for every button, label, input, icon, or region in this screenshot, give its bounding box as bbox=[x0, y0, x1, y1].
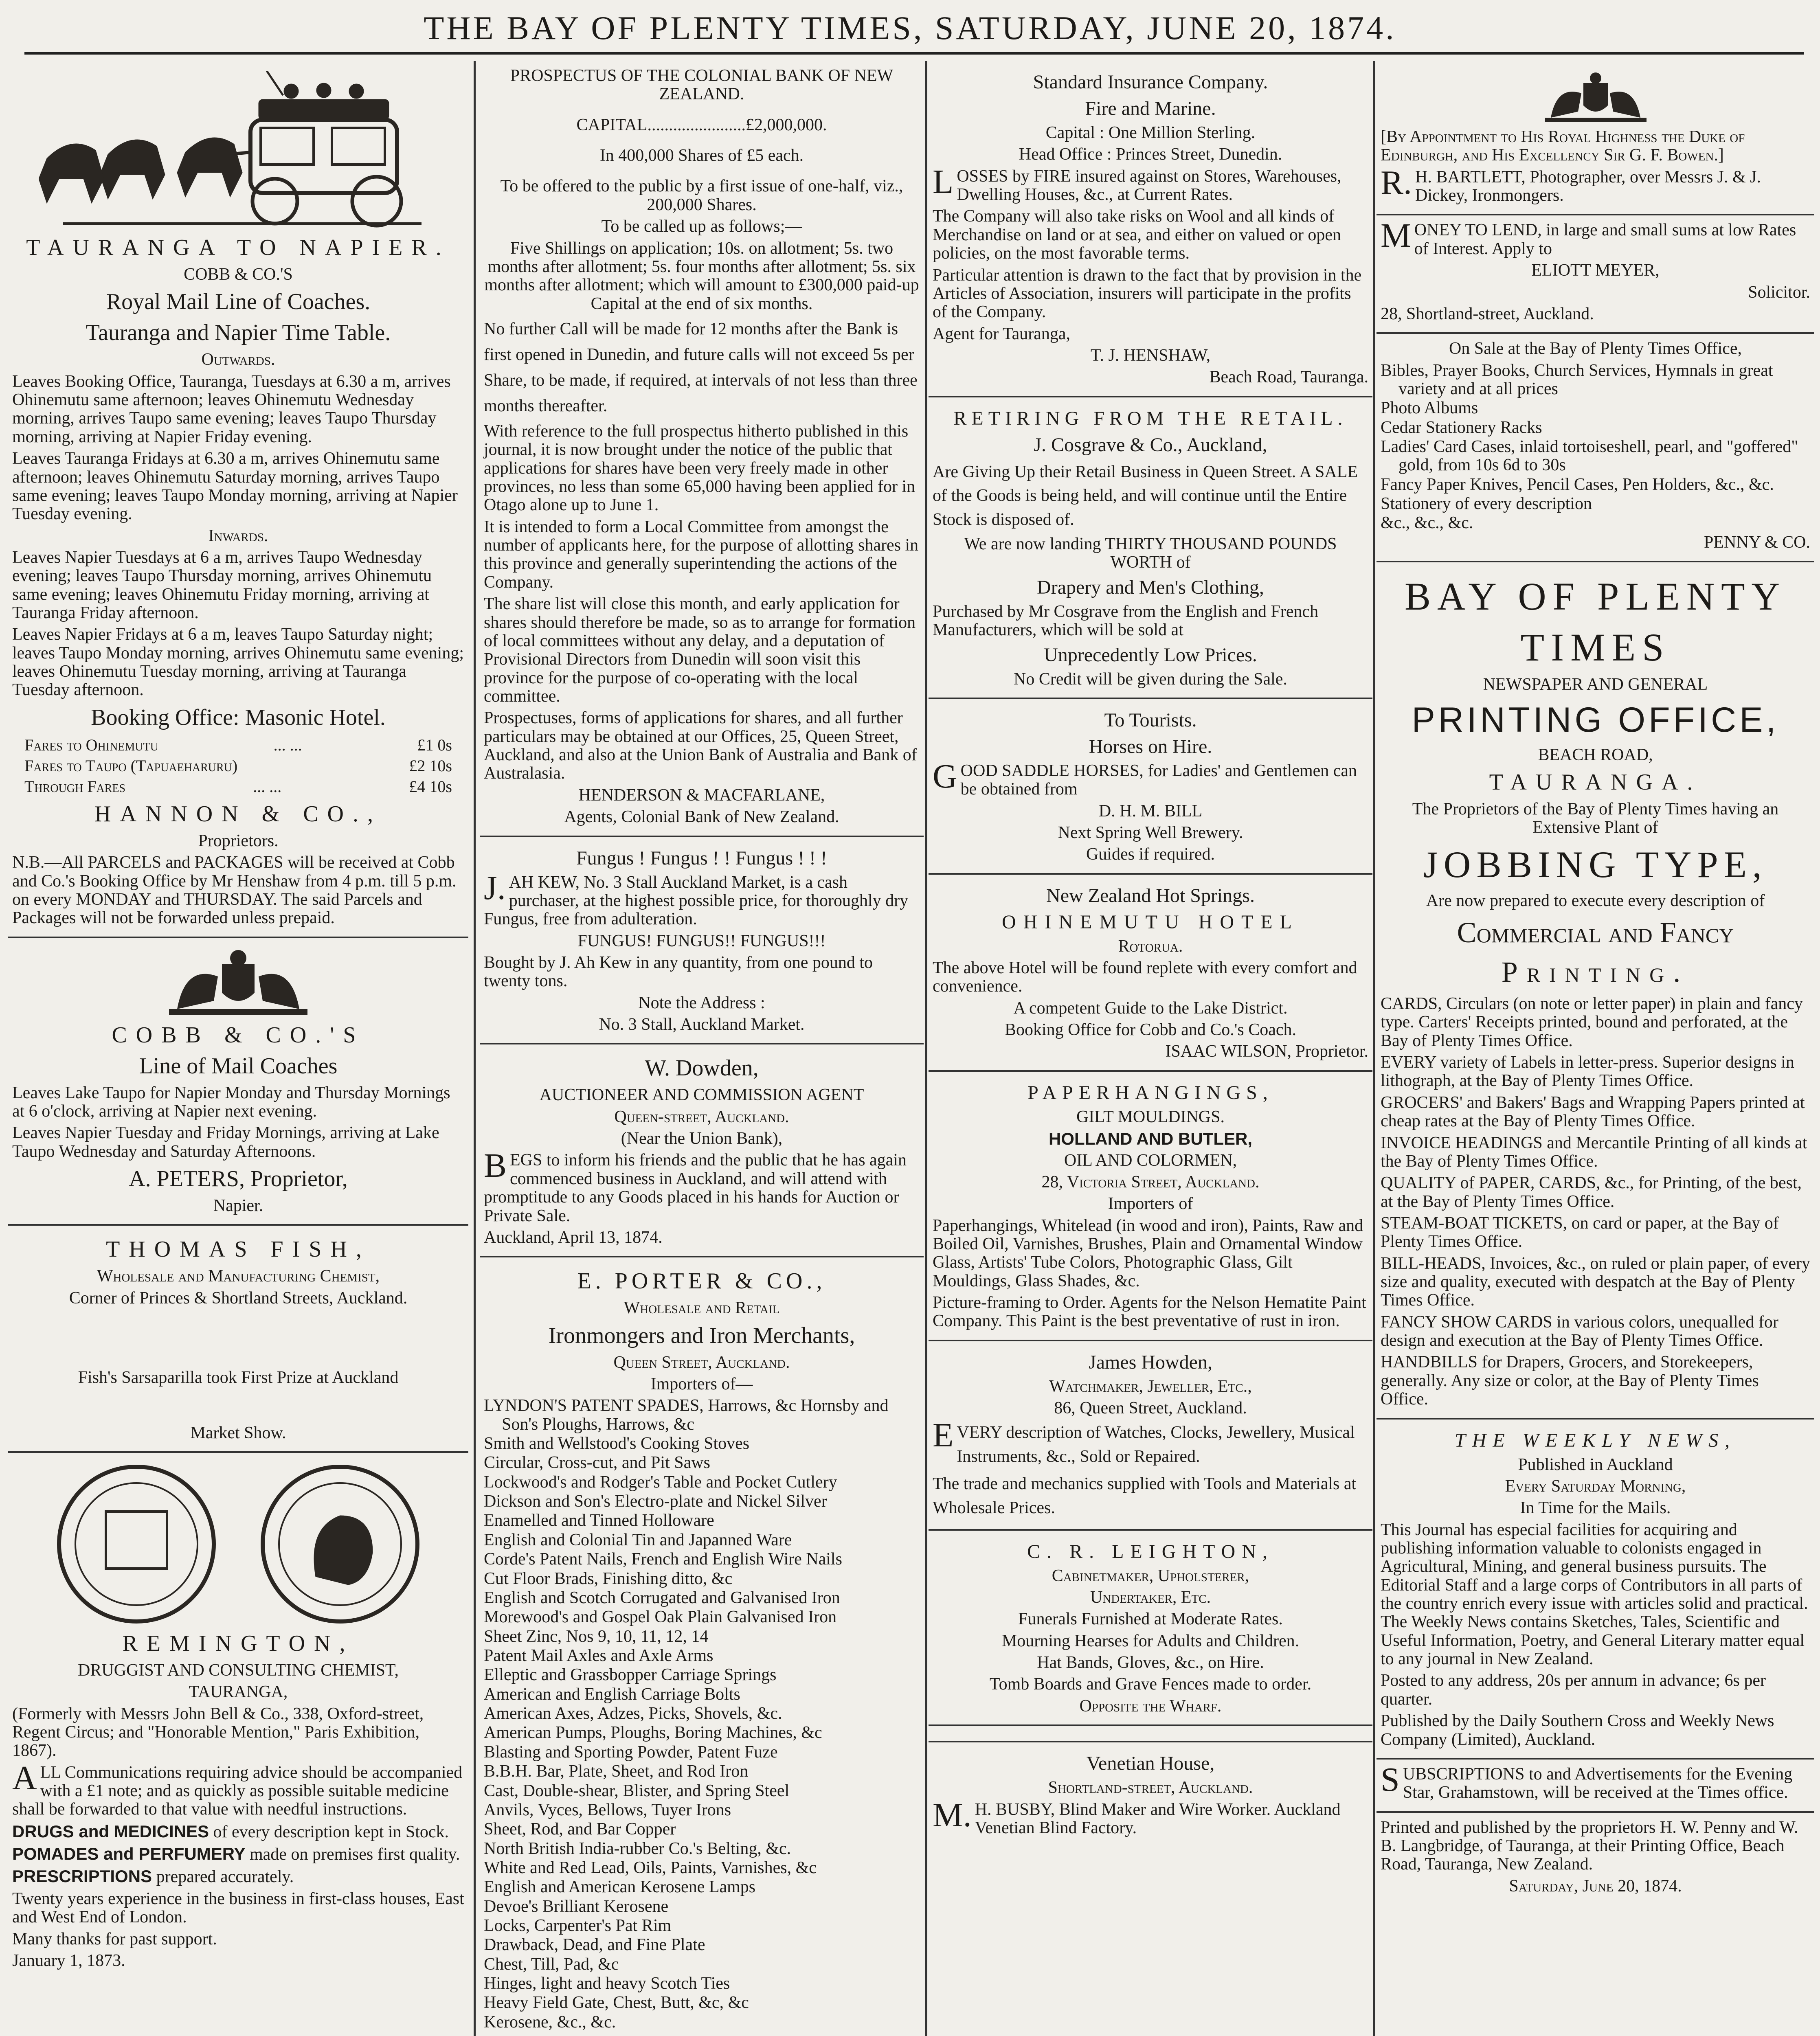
list-item: Locks, Carpenter's Pat Rim bbox=[484, 1916, 672, 1935]
bank-title: PROSPECTUS OF THE COLONIAL BANK OF NEW ZEALAND. bbox=[510, 66, 894, 104]
bartlett-appointment: [By Appointment to His Royal Highness the Duke of Edinburgh, and His Excellency Sir G. F. Bowen.] bbox=[1381, 127, 1745, 165]
bank-paragraph: The share list will close this month, and early application for shares should therefore be made, so as to arrange for formation of local committees without any delay, and a deputation of Provisional Directors from Dunedin will soon visit this province for the purpose of co-operating with the local committee. bbox=[484, 595, 916, 706]
meyer-paragraph: MONEY TO LEND, in large and small sums at low Rates of Interest. Apply to bbox=[1381, 217, 1796, 258]
insurance-agent-address: Beach Road, Tauranga. bbox=[1209, 368, 1368, 387]
remington-paragraph bbox=[12, 1822, 464, 1841]
list-item: LYNDON'S PATENT SPADES, Harrows, &c Hornsby and Son's Ploughs, Harrows, &c bbox=[484, 1396, 889, 1434]
remington-paragraph: ALL Communications requiring advice should be accompanied with a £1 note; and as quickly as possible suitable medicine shall be forwarded to that value with needful instructions. bbox=[12, 1759, 463, 1819]
list-item: American Axes, Adzes, Picks, Shovels, &c. bbox=[484, 1704, 782, 1723]
timetable-title: Tauranga and Napier Time Table. bbox=[86, 320, 391, 346]
leighton-trade: Undertaker, Etc. bbox=[1090, 1588, 1211, 1607]
sale-item-list bbox=[1381, 362, 1810, 533]
times-jobbing: JOBBING TYPE, bbox=[1423, 843, 1767, 885]
venetian-advertisement bbox=[929, 1742, 1372, 1846]
hotel-paragraph: A competent Guide to the Lake District. bbox=[1013, 998, 1288, 1018]
column-rule bbox=[474, 61, 476, 2036]
list-item: Chest, Till, Pad, &c bbox=[484, 1955, 619, 1974]
coach-nb: N.B.—All PARCELS and PACKAGES will be received at Cobb and Co.'s Booking Office by Mr Henshaw from 4 p.m. till 5 p.m. on every MONDAY and THURSDAY. The said Parcels and Packages will not be forwarded unless prepaid. bbox=[12, 853, 457, 928]
royal-arms-illustration bbox=[153, 948, 324, 1017]
list-item: Devoe's Brilliant Kerosene bbox=[484, 1897, 669, 1916]
porter-advertisement bbox=[480, 1257, 924, 2036]
times-title: TIMES bbox=[1520, 625, 1671, 669]
list-item: Bibles, Prayer Books, Church Services, Hymnals in great variety and at all prices bbox=[1381, 361, 1773, 398]
times-printing2: Printing. bbox=[1501, 955, 1690, 988]
cosgrave-name: J. Cosgrave & Co., Auckland, bbox=[1034, 434, 1267, 456]
venetian-paragraph: M.H. BUSBY, Blind Maker and Wire Worker. Auckland Venetian Blind Factory. bbox=[933, 1796, 1341, 1837]
list-item: Enamelled and Tinned Holloware bbox=[484, 1511, 714, 1530]
list-item: Dickson and Son's Electro-plate and Nickel Silver bbox=[484, 1492, 827, 1511]
insurance-office: Head Office : Princes Street, Dunedin. bbox=[1019, 145, 1282, 164]
leighton-paragraph: Mourning Hearses for Adults and Children. bbox=[1001, 1631, 1300, 1650]
leighton-trade: Cabinetmaker, Upholsterer, bbox=[1052, 1566, 1249, 1585]
fungus-paragraph: J.AH KEW, No. 3 Stall Auckland Market, is a cash purchaser, at the highest possible price, for thoroughly dry Fungus, free from adulteration. bbox=[484, 869, 909, 929]
leighton-advertisement bbox=[929, 1531, 1372, 1727]
mail-proprietor: A. PETERS, Proprietor, bbox=[129, 1166, 348, 1192]
imprint-date: Saturday, June 20, 1874. bbox=[1509, 1876, 1682, 1896]
masthead bbox=[0, 0, 1820, 61]
leighton-opposite: Opposite the Wharf. bbox=[1079, 1696, 1222, 1716]
list-item: Hinges, light and heavy Scotch Ties bbox=[484, 1974, 730, 1993]
list-item: English and Colonial Tin and Japanned Ware bbox=[484, 1530, 792, 1549]
bank-paragraph: Prospectuses, forms of applications for shares, and all further particulars may be obtained at our Offices, 25, Queen Street, Auckland, and also at the Union Bank of Australia and Bank of Australasia. bbox=[484, 709, 917, 783]
coach-proprietor: HANNON & CO., bbox=[94, 801, 382, 827]
tourist-address: Next Spring Well Brewery. bbox=[1058, 823, 1243, 842]
column-1 bbox=[8, 61, 468, 2036]
bank-agents: Agents, Colonial Bank of New Zealand. bbox=[564, 807, 839, 827]
times-item: GROCERS' and Bakers' Bags and Wrapping Papers printed at cheap rates at the Bay of Plenty Times Office. bbox=[1381, 1093, 1805, 1131]
paper-firm: HOLLAND AND BUTLER, bbox=[1048, 1129, 1253, 1149]
remington-name: REMINGTON, bbox=[122, 1630, 354, 1656]
list-item: Anvils, Vyces, Bellows, Tuyer Irons bbox=[484, 1800, 731, 1819]
remington-trade: DRUGGIST AND CONSULTING CHEMIST, bbox=[78, 1661, 399, 1680]
porter-importers: Importers of— bbox=[650, 1374, 753, 1393]
bank-paragraph: With reference to the full prospectus hitherto published in this journal, it is now brought under the notice of the public that applications for shares have been very freely made in other provinces, no less than some 65,000 having been applied for in Otago alone up to June 1. bbox=[484, 421, 915, 515]
list-item: Fancy Paper Knives, Pencil Cases, Pen Holders, &c., &c. bbox=[1381, 475, 1774, 494]
howden-address: 86, Queen Street, Auckland. bbox=[1054, 1399, 1247, 1418]
list-item: Stationery of every description bbox=[1381, 494, 1592, 513]
cosgrave-paragraph: Purchased by Mr Cosgrave from the English and French Manufacturers, which will be sold at bbox=[933, 602, 1319, 640]
howden-paragraph: The trade and mechanics supplied with Tools and Materials at Wholesale Prices. bbox=[933, 1474, 1357, 1517]
insurance-sub: Fire and Marine. bbox=[1085, 98, 1216, 119]
paper-importers: Importers of bbox=[1108, 1194, 1193, 1213]
bank-offer: To be offered to the public by a first issue of one-half, viz., 200,000 Shares. bbox=[500, 177, 903, 214]
fare-price: £2 10s bbox=[409, 756, 452, 775]
list-item: Kerosene, &c., &c. bbox=[484, 2012, 616, 2032]
bank-paragraph: It is intended to form a Local Committee from amongst the number of applicants here, for the purpose of allotting shares in this province and generally superintending the actions of the Company. bbox=[484, 517, 919, 592]
porter-item-list bbox=[484, 1397, 920, 2032]
outwards-paragraph: Leaves Booking Office, Tauranga, Tuesdays at 6.30 a m, arrives Ohinemutu same afternoon; leaves Ohinemutu Wednesday morning, arrives Taupo same evening; leaves Taupo Thursday morning, arriving at Napier Friday evening. bbox=[12, 372, 451, 446]
dowden-paragraph: BEGS to inform his friends and the public that he has again commenced business in Auckland, and will attend with promptitude to any Goods placed in his hands for Auction or Private Sale. bbox=[484, 1147, 907, 1225]
list-item: English and Scotch Corrugated and Galvanised Iron bbox=[484, 1588, 840, 1607]
times-item: EVERY variety of Labels in letter-press. Superior designs in lithograph, at the Bay of Plenty Times Office. bbox=[1381, 1053, 1794, 1090]
times-title: BAY OF PLENTY bbox=[1405, 575, 1786, 619]
paper-paragraph: Paperhangings, Whitelead (in wood and iron), Paints, Raw and Boiled Oil, Varnishes, Brushes, Plain and Ornamental Window Glass, Artists' Tube Colors, Photographic Glass, Gilt Mouldings, Glass Shades, &c. bbox=[933, 1216, 1363, 1290]
hotel-place: Rotorua. bbox=[1118, 937, 1183, 956]
dowden-street: Queen-street, Auckland. bbox=[614, 1107, 789, 1126]
venetian-address: Shortland-street, Auckland. bbox=[1048, 1778, 1253, 1797]
bank-capital: CAPITAL.......................£2,000,000. bbox=[576, 115, 827, 134]
howden-name: James Howden, bbox=[1089, 1351, 1212, 1373]
column-2 bbox=[480, 61, 924, 2036]
times-item: BILL-HEADS, Invoices, &c., on ruled or plain paper, of every size and quality, executed with despatch at the Bay of Plenty Times Office. bbox=[1381, 1254, 1811, 1310]
remington-place: TAURANGA, bbox=[189, 1683, 288, 1702]
times-item: STEAM-BOAT TICKETS, on card or paper, at the Bay of Plenty Times Office. bbox=[1381, 1213, 1779, 1251]
column-3 bbox=[929, 61, 1372, 2036]
mail-company: COBB & CO.'S bbox=[112, 1022, 365, 1048]
insurance-capital: Capital : One Million Sterling. bbox=[1045, 123, 1256, 142]
insurance-advertisement bbox=[929, 61, 1372, 397]
list-item: Sheet Zinc, Nos 9, 10, 11, 12, 14 bbox=[484, 1627, 709, 1646]
meyer-role: Solicitor. bbox=[1748, 283, 1810, 302]
howden-paragraph: EVERY description of Watches, Clocks, Jewellery, Musical Instruments, &c., Sold or Repaired. bbox=[933, 1416, 1355, 1466]
bank-advertisement bbox=[480, 61, 924, 837]
fungus-shout: FUNGUS! FUNGUS!! FUNGUS!!! bbox=[577, 931, 826, 950]
weekly-paragraph: This Journal has especial facilities for acquiring and publishing information valuable to colonists engaged in Agricultural, Mining, and general business pursuits. The Editorial Staff and a large corps of Contributors in all parts of the country enrich every issue with articles solid and practical. The Weekly News contains Sketches, Tales, Scientific and Useful Information, Poetry, and General Literary matter equal to any journal in New Zealand. bbox=[1381, 1520, 1808, 1669]
inwards-paragraph: Leaves Napier Tuesdays at 6 a m, arrives Taupo Wednesday evening; leaves Taupo Thursday morning, arrives Ohinemutu same evening; leaves Ohinemutu Friday morning, arriving at Tauranga Friday afternoon. bbox=[12, 548, 432, 623]
list-item: Morewood's and Gospel Oak Plain Galvanised Iron bbox=[484, 1608, 837, 1627]
cosgrave-paragraph: No Credit will be given during the Sale. bbox=[1014, 669, 1287, 689]
remington-bold: POMADES and PERFUMERY bbox=[12, 1844, 246, 1864]
cuckset-advertisement bbox=[929, 1726, 1372, 1742]
tourist-sub: Horses on Hire. bbox=[1089, 735, 1212, 757]
times-printing: PRINTING OFFICE, bbox=[1412, 700, 1779, 739]
fish-paragraph: Fish's Sarsaparilla took First Prize at Auckland bbox=[78, 1368, 399, 1387]
bartlett-paragraph: R.H. BARTLETT, Photographer, over Messrs J. & J. Dickey, Ironmongers. bbox=[1381, 163, 1761, 205]
remington-text: of every description kept in Stock. bbox=[209, 1822, 449, 1841]
subscriptions-paragraph: SUBSCRIPTIONS to and Advertisements for the Evening Star, Grahamstown, will be received at the Times office. bbox=[1381, 1760, 1793, 1802]
cosgrave-title: RETIRING FROM THE RETAIL. bbox=[953, 407, 1348, 429]
list-item: American Pumps, Ploughs, Boring Machines, &c bbox=[484, 1723, 822, 1742]
sale-paragraph: On Sale at the Bay of Plenty Times Office, bbox=[1449, 339, 1742, 358]
coach-advertisement bbox=[8, 61, 468, 938]
mail-coach-advertisement bbox=[8, 938, 468, 1226]
paperhangings-advertisement bbox=[929, 1072, 1372, 1341]
inwards-label: Inwards. bbox=[208, 526, 268, 545]
hotel-name: OHINEMUTU HOTEL bbox=[1002, 911, 1299, 933]
list-item: Cedar Stationery Racks bbox=[1381, 418, 1542, 437]
weekly-mail: In Time for the Mails. bbox=[1520, 1498, 1671, 1518]
fungus-title: Fungus ! Fungus ! ! Fungus ! ! ! bbox=[576, 847, 828, 869]
dowden-date: Auckland, April 13, 1874. bbox=[484, 1228, 663, 1247]
fare-dots: ... ... bbox=[253, 777, 282, 796]
dowden-near: (Near the Union Bank), bbox=[621, 1129, 783, 1148]
prize-medals-illustration bbox=[35, 1463, 442, 1626]
times-item: CARDS, Circulars (on note or letter paper) in plain and fancy type. Carters' Receipts printed, bound and perforated, at the Bay of Plenty Times Office. bbox=[1381, 994, 1803, 1050]
meyer-advertisement bbox=[1377, 215, 1814, 334]
list-item: Cast, Double-shear, Blister, and Spring Steel bbox=[484, 1781, 790, 1800]
insurance-name: Standard Insurance Company. bbox=[1033, 71, 1268, 93]
remington-text: made on premises first quality. bbox=[245, 1845, 460, 1864]
list-item: B.B.H. Bar, Plate, Sheet, and Rod Iron bbox=[484, 1762, 749, 1781]
list-item: Patent Mail Axles and Axle Arms bbox=[484, 1646, 714, 1665]
times-item: INVOICE HEADINGS and Mercantile Printing of all kinds at the Bay of Plenty Times Office. bbox=[1381, 1133, 1807, 1171]
fare-row bbox=[24, 735, 452, 755]
meyer-name: ELIOTT MEYER, bbox=[1531, 261, 1660, 280]
bank-sign: HENDERSON & MACFARLANE, bbox=[578, 785, 825, 805]
hotel-sign: ISAAC WILSON, Proprietor. bbox=[1165, 1042, 1368, 1061]
outwards-label: Outwards. bbox=[201, 350, 275, 369]
weekly-pub: Published in Auckland bbox=[1518, 1455, 1673, 1474]
list-item: Ladies' Card Cases, inlaid tortoiseshell, pearl, and "goffered" gold, from 10s 6d to 30s bbox=[1381, 437, 1798, 475]
list-item: Corde's Patent Nails, French and English Wire Nails bbox=[484, 1550, 842, 1569]
remington-text: prepared accurately. bbox=[152, 1867, 294, 1887]
hotel-paragraph: The above Hotel will be found replete with every comfort and convenience. bbox=[933, 959, 1357, 996]
list-item: Photo Albums bbox=[1381, 399, 1478, 418]
fare-price: £4 10s bbox=[409, 777, 452, 796]
porter-title: Ironmongers and Iron Merchants, bbox=[548, 1323, 855, 1348]
royal-arms-illustration bbox=[1535, 71, 1657, 124]
paper-paragraph: Picture-framing to Order. Agents for the Nelson Hematite Paint Company. This Paint is the best preventative of rust in iron. bbox=[933, 1293, 1366, 1331]
porter-street: Queen Street, Auckland. bbox=[613, 1353, 790, 1372]
masthead-rule bbox=[24, 52, 1804, 55]
cosgrave-advertisement bbox=[929, 397, 1372, 699]
paper-trade: OIL AND COLORMEN, bbox=[1064, 1151, 1237, 1170]
fare-row bbox=[24, 777, 452, 796]
coach-company: COBB & CO.'S bbox=[184, 265, 293, 284]
fare-dots: ... ... bbox=[273, 735, 302, 754]
howden-trade: Watchmaker, Jeweller, Etc., bbox=[1049, 1377, 1252, 1396]
times-place: TAURANGA. bbox=[1489, 769, 1702, 795]
times-paragraph: The Proprietors of the Bay of Plenty Times having an Extensive Plant of bbox=[1412, 799, 1779, 837]
times-road: BEACH ROAD, bbox=[1538, 745, 1653, 764]
fish-name: THOMAS FISH, bbox=[106, 1237, 371, 1262]
paper-address: 28, Victoria Street, Auckland. bbox=[1041, 1172, 1260, 1191]
sale-sign: PENNY & CO. bbox=[1704, 533, 1810, 552]
hotel-advertisement bbox=[929, 875, 1372, 1072]
venetian-title: Venetian House, bbox=[1086, 1753, 1215, 1775]
weekly-paragraph: Posted to any address, 20s per annum in advance; 6s per quarter. bbox=[1381, 1671, 1766, 1709]
outwards-paragraph: Leaves Tauranga Fridays at 6.30 a m, arrives Ohinemutu same afternoon; leaves Ohinemutu Saturday morning, arrives Taupo same evening; leaves Taupo Monday morning, arriving at Napier Tuesday evening. bbox=[12, 449, 458, 524]
bank-terms: Five Shillings on application; 10s. on allotment; 5s. two months after allotment; 5s. four months after allotment; 5s. six months after allotment; which will amount to £300,000 paid-up Capital at the end of six months. bbox=[484, 239, 919, 313]
mail-place: Napier. bbox=[213, 1196, 263, 1215]
list-item: Circular, Cross-cut, and Pit Saws bbox=[484, 1453, 710, 1472]
tourist-advertisement bbox=[929, 699, 1372, 875]
booking-office: Booking Office: Masonic Hotel. bbox=[91, 704, 386, 730]
bank-paragraph: No further Call will be made for 12 months after the Bank is first opened in Dunedin, and future calls will not exceed 5s per Share, to be made, if required, at intervals of not less than three months thereafter. bbox=[484, 319, 918, 415]
dowden-trade: AUCTIONEER AND COMMISSION AGENT bbox=[539, 1086, 864, 1105]
fish-paragraph: Market Show. bbox=[190, 1423, 286, 1442]
insurance-paragraph: LOSSES by FIRE insured against on Stores, Warehouses, Dwelling Houses, &c., at Current Rates. bbox=[933, 162, 1341, 204]
list-item: Heavy Field Gate, Chest, Butt, &c, &c bbox=[484, 1993, 749, 2012]
cosgrave-paragraph: We are now landing THIRTY THOUSAND POUNDS WORTH of bbox=[964, 535, 1337, 572]
mail-paragraph: Leaves Napier Tuesday and Friday Mornings, arriving at Lake Taupo Wednesday and Saturday Afternoons. bbox=[12, 1123, 439, 1161]
list-item: Elleptic and Grassbopper Carriage Springs bbox=[484, 1665, 777, 1685]
tourist-paragraph: GOOD SADDLE HORSES, for Ladies' and Gentlemen can be obtained from bbox=[933, 757, 1357, 799]
column-rule bbox=[1373, 61, 1375, 2036]
fungus-note: Note the Address : bbox=[638, 993, 765, 1012]
times-advertisement bbox=[1377, 562, 1814, 1419]
list-item: Drawback, Dead, and Fine Plate bbox=[484, 1935, 705, 1955]
tourist-name: D. H. M. BILL bbox=[1098, 801, 1203, 821]
fungus-paragraph: Bought by J. Ah Kew in any quantity, from one pound to twenty tons. bbox=[484, 953, 873, 991]
coach-title: TAURANGA TO NAPIER. bbox=[26, 235, 450, 260]
inwards-paragraph: Leaves Napier Fridays at 6 a m, leaves Taupo Saturday night; leaves Taupo Monday morning, arrives Ohinemutu same evening; leaves Ohinemutu Tuesday morning, arriving at Tauranga Tuesday afternoon. bbox=[12, 625, 464, 700]
remington-paragraph: Many thanks for past support. bbox=[12, 1929, 217, 1948]
coach-proprietor-role: Proprietors. bbox=[198, 831, 279, 850]
dowden-name: W. Dowden, bbox=[645, 1055, 759, 1081]
list-item: North British India-rubber Co.'s Belting, &c. bbox=[484, 1839, 791, 1858]
leighton-paragraph: Hat Bands, Gloves, &c., on Hire. bbox=[1037, 1653, 1264, 1672]
fish-trade: Wholesale and Manufacturing Chemist, bbox=[97, 1267, 380, 1286]
coach-service: Royal Mail Line of Coaches. bbox=[106, 289, 371, 315]
insurance-paragraph: The Company will also take risks on Wool and all kinds of Merchandise on land or at sea, and either on valued or open policies, on the most favorable terms. bbox=[933, 207, 1341, 263]
paper-sub: GILT MOULDINGS. bbox=[1076, 1107, 1225, 1126]
fare-row bbox=[24, 756, 452, 775]
fare-label: Through Fares bbox=[24, 777, 126, 796]
dowden-advertisement bbox=[480, 1044, 924, 1257]
times-item: QUALITY of PAPER, CARDS, &c., for Printing, of the best, at the Bay of Plenty Times Office. bbox=[1381, 1174, 1802, 1211]
tourist-guides: Guides if required. bbox=[1086, 845, 1215, 864]
fare-label: Fares to Ohinemutu bbox=[24, 735, 158, 754]
weekly-news-advertisement bbox=[1377, 1419, 1814, 1760]
list-item: Smith and Wellstood's Cooking Stoves bbox=[484, 1434, 750, 1453]
list-item: Lockwood's and Rodger's Table and Pocket Cutlery bbox=[484, 1472, 837, 1492]
fare-price: £1 0s bbox=[417, 735, 452, 754]
weekly-day: Every Saturday Morning, bbox=[1505, 1477, 1686, 1496]
imprint bbox=[1377, 1813, 1814, 1904]
remington-paragraph: Twenty years experience in the business in first-class houses, East and West End of London. bbox=[12, 1889, 464, 1927]
insurance-paragraph: Particular attention is drawn to the fact that by provision in the Articles of Association, insurers will participate in the profits of the Company. bbox=[933, 265, 1362, 322]
times-sub: NEWSPAPER AND GENERAL bbox=[1483, 675, 1708, 694]
stagecoach-illustration bbox=[39, 71, 438, 230]
paper-title: PAPERHANGINGS, bbox=[1027, 1082, 1273, 1104]
porter-trade: Wholesale and Retail bbox=[623, 1299, 780, 1318]
meyer-address: 28, Shortland-street, Auckland. bbox=[1381, 304, 1594, 323]
mail-service: Line of Mail Coaches bbox=[139, 1053, 338, 1079]
mail-paragraph: Leaves Lake Taupo for Napier Monday and Thursday Mornings at 6 o'clock, arriving at Napier next evening. bbox=[12, 1083, 450, 1121]
masthead-title: THE BAY OF PLENTY TIMES, SATURDAY, JUNE 20, 1874. bbox=[424, 9, 1396, 46]
leighton-name: C. R. LEIGHTON, bbox=[1027, 1540, 1274, 1562]
sale-advertisement bbox=[1377, 334, 1814, 562]
list-item: White and Red Lead, Oils, Paints, Varnishes, &c bbox=[484, 1858, 817, 1877]
fungus-advertisement bbox=[480, 837, 924, 1045]
hotel-paragraph: Booking Office for Cobb and Co.'s Coach. bbox=[1004, 1020, 1297, 1040]
imprint-paragraph: Printed and published by the proprietors H. W. Penny and W. B. Langbridge, of Tauranga, at their Printing Office, Beach Road, Tauranga, New Zealand. bbox=[1381, 1818, 1798, 1874]
weekly-paragraph: Published by the Daily Southern Cross and Weekly News Company (Limited), Auckland. bbox=[1381, 1711, 1774, 1749]
times-commercial: Commercial and Fancy bbox=[1457, 916, 1734, 949]
list-item: English and American Kerosene Lamps bbox=[484, 1878, 756, 1897]
tourist-title: To Tourists. bbox=[1104, 709, 1197, 731]
times-item: HANDBILLS for Drapers, Grocers, and Storekeepers, generally. Any size or color, at the Bay of Plenty Times Office. bbox=[1381, 1353, 1759, 1409]
fungus-address: No. 3 Stall, Auckland Market. bbox=[599, 1015, 805, 1034]
list-item: &c., &c., &c. bbox=[1381, 513, 1473, 533]
insurance-agent: T. J. HENSHAW, bbox=[1090, 346, 1211, 365]
remington-former: (Formerly with Messrs John Bell & Co., 338, Oxford-street, Regent Circus; and "Honorable Mention," Paris Exhibition, 1867). bbox=[12, 1704, 424, 1760]
fare-label: Fares to Taupo (Tapuaeharuru) bbox=[24, 756, 238, 775]
leighton-paragraph: Tomb Boards and Grave Fences made to order. bbox=[989, 1675, 1312, 1694]
insurance-agent-for: Agent for Tauranga, bbox=[933, 324, 1070, 343]
howden-advertisement bbox=[929, 1341, 1372, 1531]
weekly-title: THE WEEKLY NEWS, bbox=[1454, 1429, 1737, 1451]
bank-call: To be called up as follows;— bbox=[601, 217, 802, 236]
column-rule bbox=[925, 61, 927, 2036]
remington-paragraph bbox=[12, 1845, 464, 1864]
list-item: Cut Floor Brads, Finishing ditto, &c bbox=[484, 1569, 733, 1588]
remington-bold: DRUGS and MEDICINES bbox=[12, 1821, 209, 1841]
subscriptions-advertisement bbox=[1377, 1760, 1814, 1813]
fish-address: Corner of Princes & Shortland Streets, Auckland. bbox=[69, 1288, 408, 1308]
times-paragraph: Are now prepared to execute every description of bbox=[1426, 891, 1765, 910]
bank-shares: In 400,000 Shares of £5 each. bbox=[599, 146, 804, 165]
porter-name: E. PORTER & CO., bbox=[577, 1268, 826, 1294]
cosgrave-goods: Drapery and Men's Clothing, bbox=[1037, 576, 1264, 598]
remington-date: January 1, 1873. bbox=[12, 1951, 125, 1970]
cosgrave-paragraph: Are Giving Up their Retail Business in Queen Street. A SALE of the Goods is being held, and will continue until the Entire Stock is disposed of. bbox=[933, 462, 1358, 529]
leighton-paragraph: Funerals Furnished at Moderate Rates. bbox=[1018, 1610, 1283, 1629]
remington-advertisement bbox=[8, 1453, 468, 1979]
hotel-title: New Zealand Hot Springs. bbox=[1046, 884, 1255, 906]
list-item: American and English Carriage Bolts bbox=[484, 1685, 740, 1704]
times-item: FANCY SHOW CARDS in various colors, unequalled for design and execution at the Bay of Plenty Times Office. bbox=[1381, 1312, 1778, 1350]
bartlett-advertisement bbox=[1377, 61, 1814, 215]
list-item: Sheet, Rod, and Bar Copper bbox=[484, 1820, 676, 1839]
column-4 bbox=[1377, 61, 1814, 2036]
cosgrave-prices: Unprecedently Low Prices. bbox=[1044, 644, 1257, 666]
remington-bold: PRESCRIPTIONS bbox=[12, 1867, 152, 1886]
list-item: Blasting and Sporting Powder, Patent Fuze bbox=[484, 1742, 778, 1762]
fish-advertisement bbox=[8, 1226, 468, 1452]
remington-paragraph bbox=[12, 1867, 464, 1886]
